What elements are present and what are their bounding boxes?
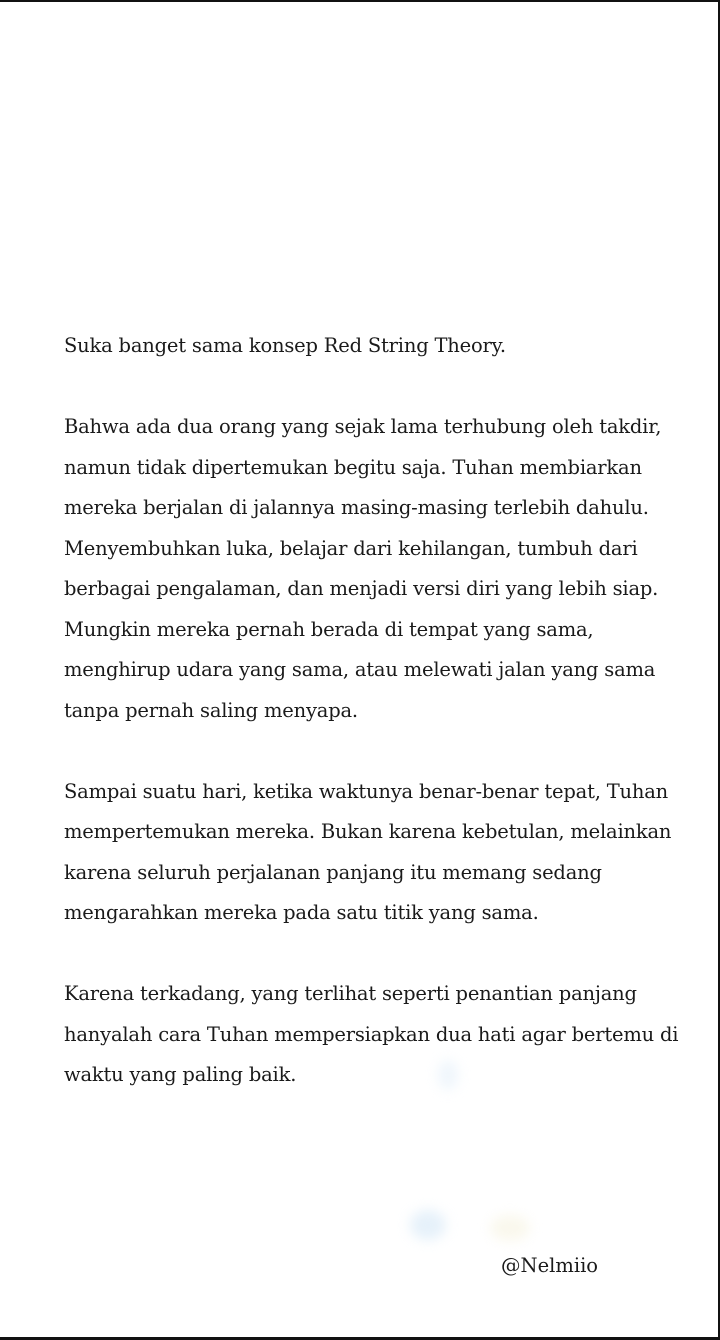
background-smudge [490, 1215, 530, 1241]
text-line: Sampai suatu hari, ketika waktunya benar-benar tepat, Tuhan [64, 779, 669, 803]
paragraph [64, 772, 684, 934]
text-line: waktu yang paling baik. [64, 1063, 297, 1086]
text-line: menghirup udara yang sama, atau melewati jalan yang sama [64, 658, 656, 681]
frame-top-border [0, 0, 720, 2]
text-line: mempertemukan mereka. Bukan karena kebetulan, melainkan [64, 820, 672, 843]
paragraph-gap [64, 367, 684, 408]
text-line: namun tidak dipertemukan begitu saja. Tuhan membiarkan [64, 455, 642, 479]
text-line: tanpa pernah saling menyapa. [64, 698, 358, 722]
post-text [64, 326, 684, 1096]
text-line: Bahwa ada dua orang yang sejak lama terhubung oleh takdir, [64, 415, 662, 438]
text-line: karena seluruh perjalanan panjang itu memang sedang [64, 860, 602, 884]
paragraph [64, 974, 684, 1096]
paragraph [64, 407, 684, 731]
text-line: mengarahkan mereka pada satu titik yang sama. [64, 901, 539, 924]
paragraph-gap [64, 934, 684, 975]
author-signature: @Nelmiio [501, 1254, 599, 1277]
text-line: Menyembuhkan luka, belajar dari kehilangan, tumbuh dari [64, 536, 638, 560]
text-line: berbagai pengalaman, dan menjadi versi diri yang lebih siap. [64, 577, 659, 600]
paragraph [64, 326, 684, 367]
text-line: Suka banget sama konsep Red String Theory. [64, 334, 506, 357]
paragraph-gap [64, 731, 684, 772]
text-line: Karena terkadang, yang terlihat seperti penantian panjang [64, 982, 637, 1005]
text-line: Mungkin mereka pernah berada di tempat yang sama, [64, 617, 594, 641]
text-line: mereka berjalan di jalannya masing-masing terlebih dahulu. [64, 496, 649, 519]
background-smudge [410, 1210, 446, 1240]
text-line: hanyalah cara Tuhan mempersiapkan dua hati agar bertemu di [64, 1022, 679, 1046]
